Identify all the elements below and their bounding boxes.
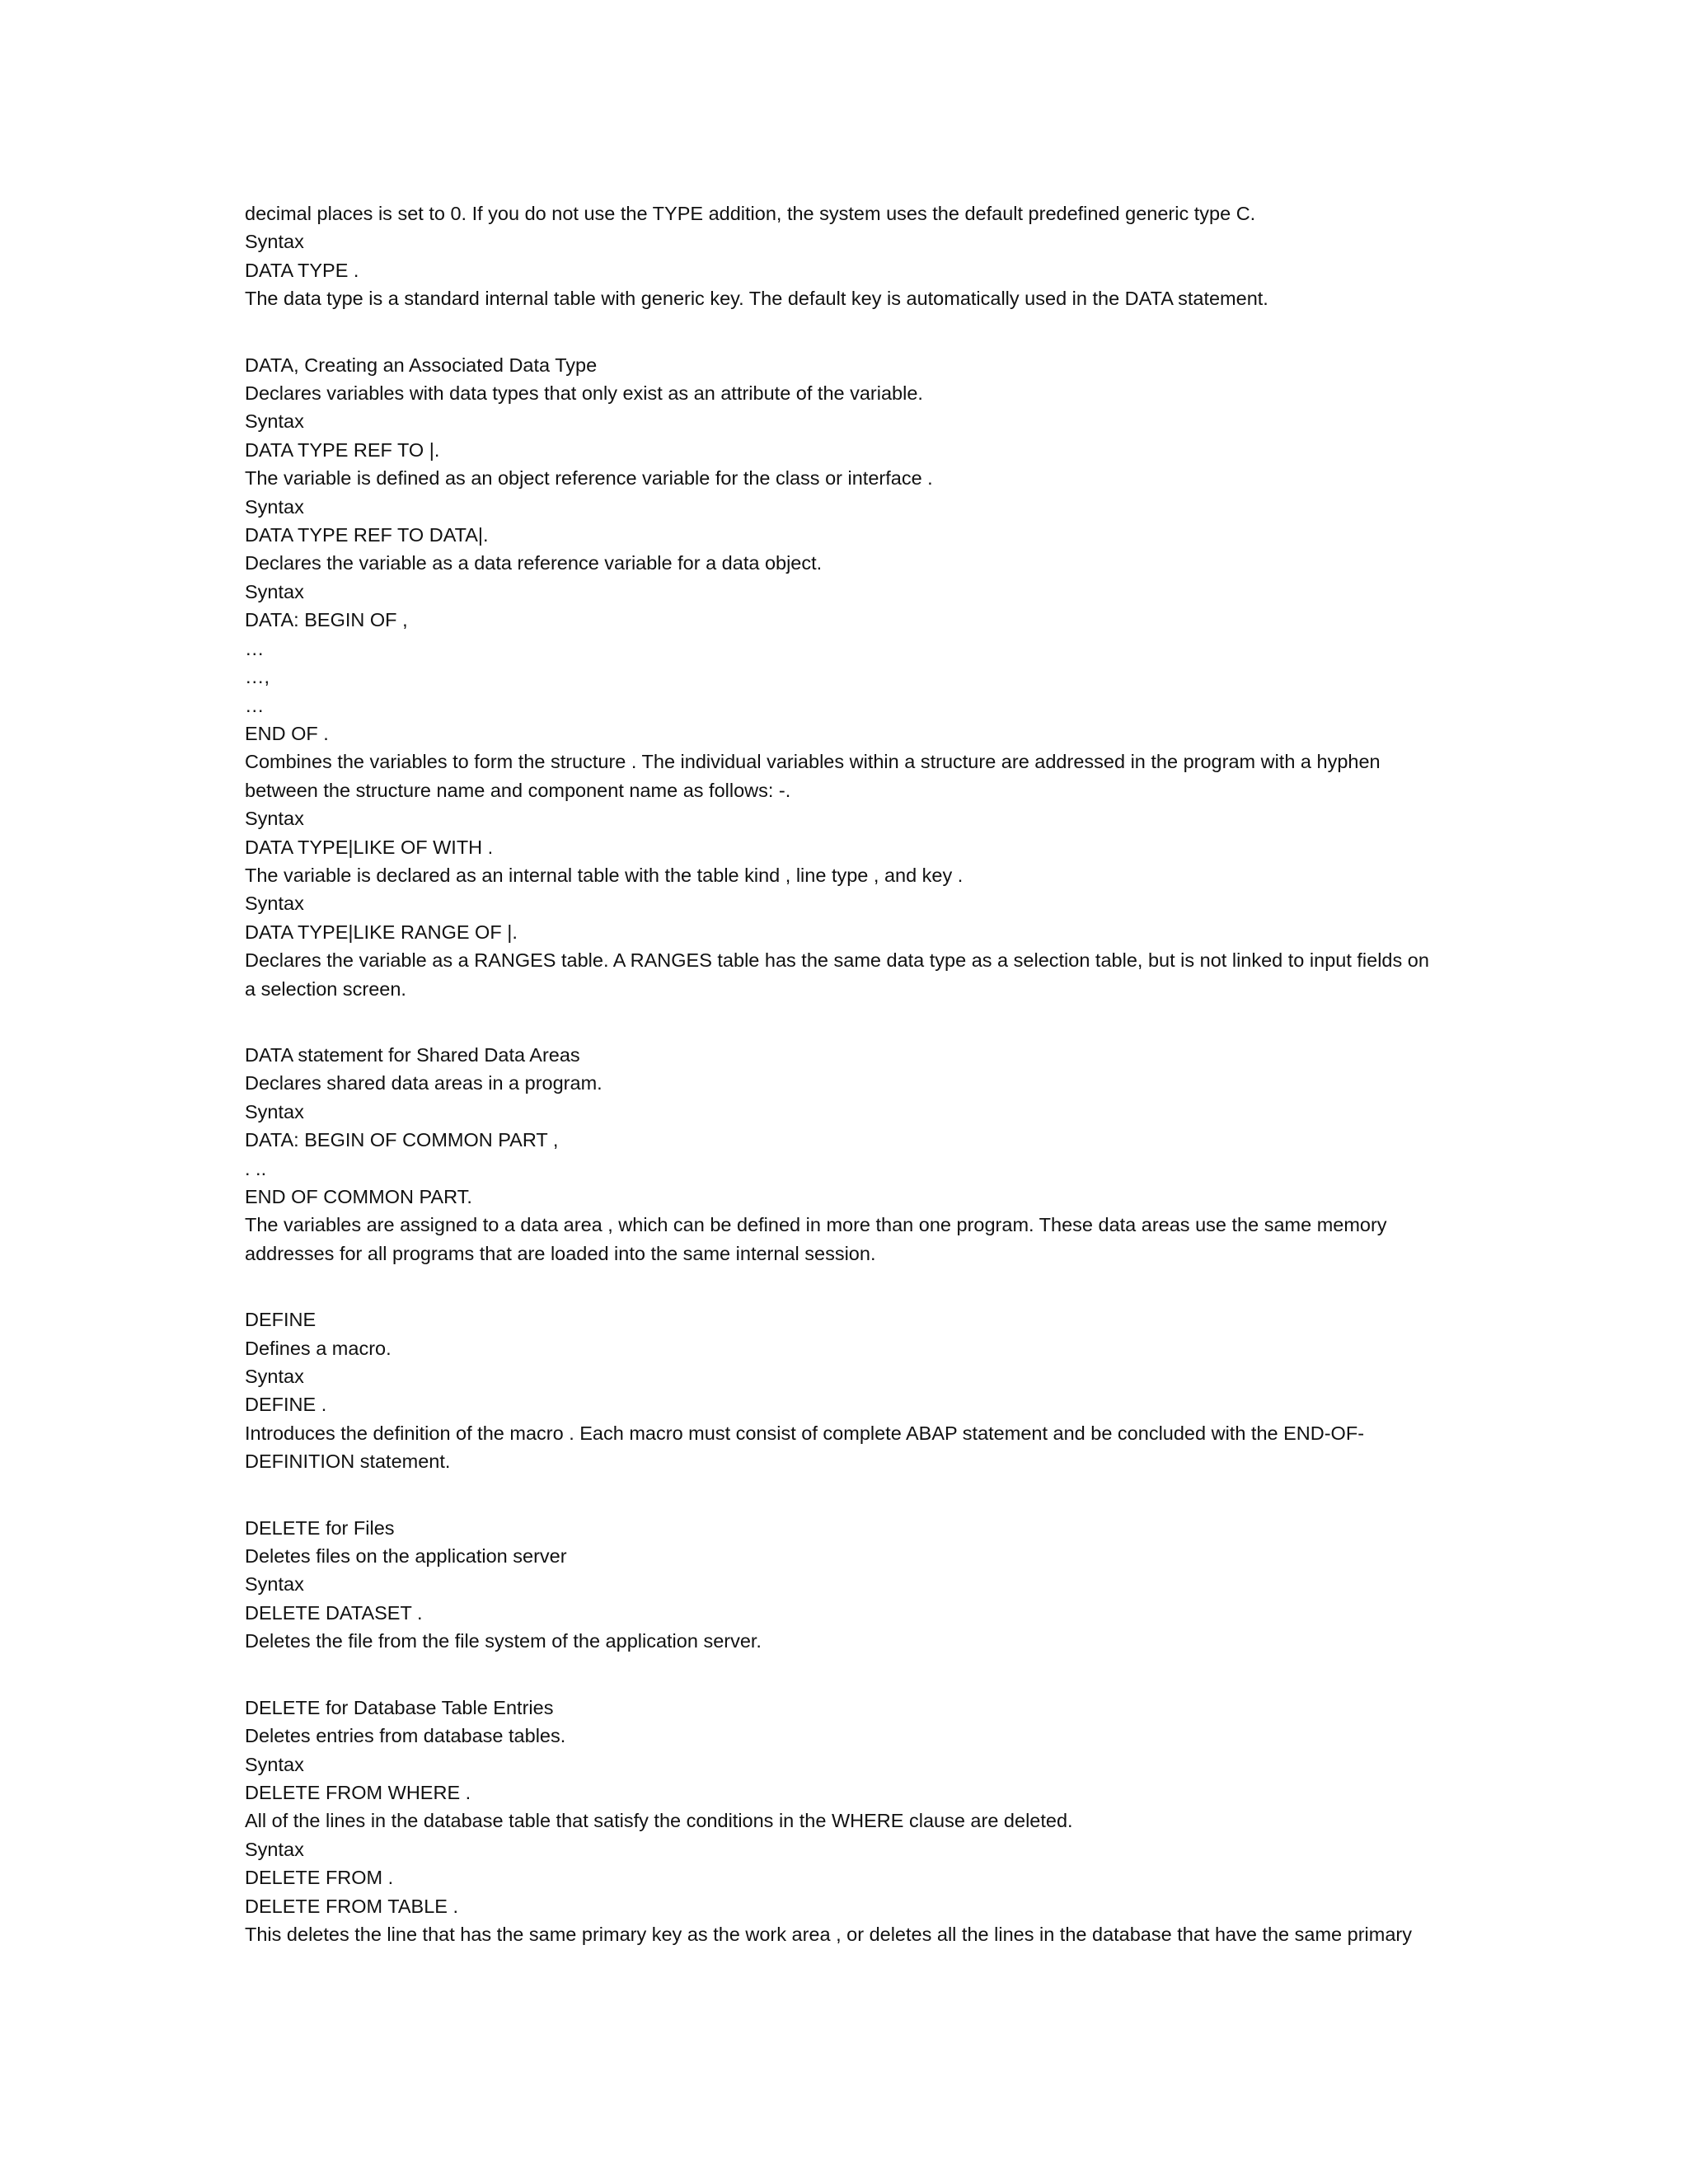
text-line: Syntax (245, 1100, 304, 1122)
text-line: The variables are assigned to a data area , which can be defined in more than one program. These data areas use the same memory addresses for all programs that are loaded into the same internal session. (245, 1214, 1387, 1264)
text-line: Combines the variables to form the structure . The individual variables within a structure are addressed in the program with a hyphen between the structure name and component name as follows: -. (245, 751, 1381, 801)
spacer (245, 313, 1432, 351)
section-delete-files (245, 1514, 1432, 1656)
text-line: DATA TYPE REF TO DATA|. (245, 524, 489, 546)
text-line: DELETE DATASET . (245, 1601, 423, 1624)
text-line: Syntax (245, 410, 304, 433)
spacer (245, 1476, 1432, 1514)
text-line: Introduces the definition of the macro . Each macro must consist of complete ABAP statement and be concluded with the END-OF-DEFINITION statement. (245, 1422, 1365, 1473)
section-heading: DATA, Creating an Associated Data Type (245, 354, 598, 376)
text-line: The variable is defined as an object reference variable for the class or interface . (245, 467, 933, 490)
text-line: Deletes files on the application server (245, 1545, 567, 1568)
text-line: All of the lines in the database table that satisfy the conditions in the WHERE clause are deleted. (245, 1810, 1073, 1832)
text-line: DATA TYPE REF TO |. (245, 438, 440, 461)
section-data-type-generic (245, 199, 1432, 313)
text-line: DATA: BEGIN OF , (245, 609, 408, 631)
text-line: . .. (245, 1157, 267, 1179)
section-data-shared-areas (245, 1041, 1432, 1268)
text-line: The variable is declared as an internal table with the table kind , line type , and key . (245, 864, 964, 886)
text-line: DATA TYPE|LIKE RANGE OF |. (245, 921, 518, 943)
text-line: DATA: BEGIN OF COMMON PART , (245, 1129, 559, 1151)
text-line: END OF . (245, 722, 329, 744)
section-heading: DEFINE (245, 1309, 316, 1331)
text-line: Syntax (245, 580, 304, 602)
section-heading: DATA statement for Shared Data Areas (245, 1043, 580, 1066)
section-data-associated-type (245, 351, 1432, 1003)
text-line: Syntax (245, 893, 304, 915)
text-line: … (245, 637, 265, 659)
text-line: Deletes the file from the file system of the application server. (245, 1630, 762, 1652)
text-line: DATA TYPE|LIKE OF WITH . (245, 836, 494, 858)
text-line: Syntax (245, 1753, 304, 1775)
text-line: Syntax (245, 1573, 304, 1596)
text-line: Declares the variable as a data reference variable for a data object. (245, 552, 823, 574)
section-heading: DELETE for Files (245, 1516, 395, 1539)
text-line: Syntax (245, 231, 304, 253)
text-line: DELETE FROM . (245, 1867, 394, 1889)
text-line: The data type is a standard internal table with generic key. The default key is automatically used in the DATA statement. (245, 288, 1268, 310)
spacer (245, 1268, 1432, 1305)
text-line: Declares the variable as a RANGES table. A RANGES table has the same data type as a selection table, but is not linked to input fields on a selection screen. (245, 949, 1429, 1000)
text-line: DEFINE . (245, 1394, 327, 1416)
text-line: Deletes entries from database tables. (245, 1725, 566, 1747)
text-line: Syntax (245, 495, 304, 518)
text-line: … (245, 694, 265, 716)
section-heading: DELETE for Database Table Entries (245, 1696, 554, 1718)
text-line: Syntax (245, 1838, 304, 1860)
section-delete-db-entries (245, 1694, 1432, 1949)
spacer (245, 1656, 1432, 1694)
text-line: DELETE FROM TABLE . (245, 1895, 458, 1917)
text-line: END OF COMMON PART. (245, 1186, 472, 1207)
text-line: Defines a macro. (245, 1337, 392, 1359)
text-line: Syntax (245, 808, 304, 830)
section-define (245, 1305, 1432, 1475)
text-line: …, (245, 666, 270, 688)
text-line: decimal places is set to 0. If you do not use the TYPE addition, the system uses the default predefined generic type C. (245, 203, 1256, 224)
document-page (245, 199, 1432, 1948)
spacer (245, 1003, 1432, 1041)
text-line: DATA TYPE . (245, 259, 359, 281)
text-line: Declares shared data areas in a program. (245, 1072, 603, 1094)
text-line: Syntax (245, 1366, 304, 1388)
text-line: This deletes the line that has the same primary key as the work area , or deletes all the lines in the database that have the same primary (245, 1923, 1412, 1945)
text-line: DELETE FROM WHERE . (245, 1781, 471, 1803)
text-line: Declares variables with data types that only exist as an attribute of the variable. (245, 382, 923, 405)
